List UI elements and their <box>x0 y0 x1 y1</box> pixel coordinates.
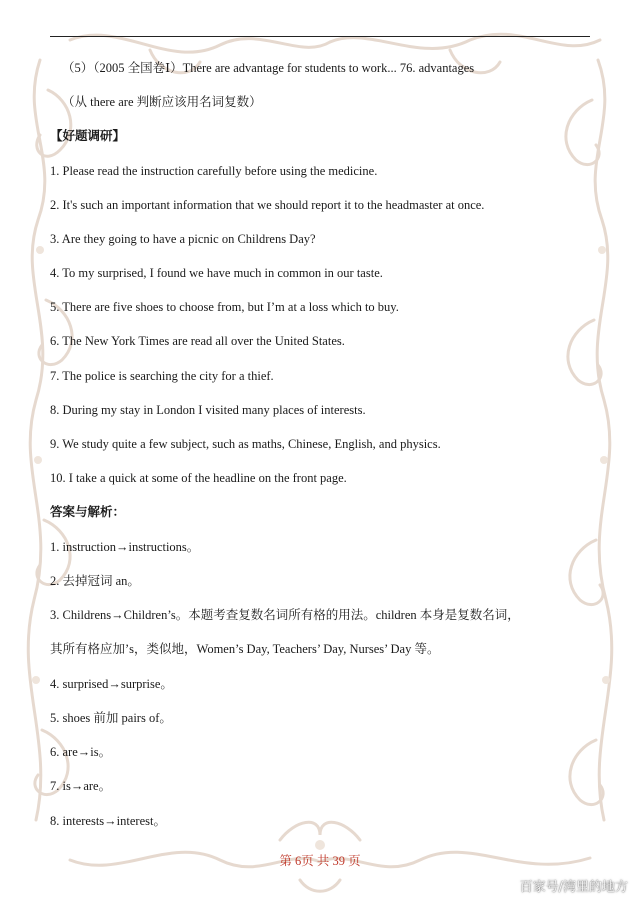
question-item: 1. Please read the instruction carefully before using the medicine. <box>50 164 378 178</box>
question-item: 4. To my surprised, I found we have much in common in our taste. <box>50 266 383 280</box>
question-item: 10. I take a quick at some of the headline on the front page. <box>50 471 347 485</box>
question-item: 5. There are five shoes to choose from, but I’m at a loss which to buy. <box>50 300 399 314</box>
page-number: 第 6页 共 39 页 <box>279 854 361 868</box>
answers-title: 答案与解析： <box>50 504 126 519</box>
header-rule <box>50 36 590 37</box>
question-item: 9. We study quite a few subject, such as maths, Chinese, English, and physics. <box>50 437 441 451</box>
watermark-text: 百家号/湾里的地方 <box>519 880 628 895</box>
answer-item: 4. surprised→surprise。 <box>50 677 173 691</box>
answer-item: 其所有格应加’s，类似地，Women’s Day, Teachers’ Day, Nurses’ Day 等。 <box>50 642 440 656</box>
section-title: 【好题调研】 <box>50 128 126 143</box>
answer-item: 6. are→is。 <box>50 745 112 759</box>
answer-item: 8. interests→interest。 <box>50 814 166 828</box>
answer-item: 2. 去掉冠词 an。 <box>50 574 140 588</box>
header-line-2: （从 there are 判断应该用名词复数） <box>62 95 262 109</box>
answer-item: 3. Childrens→Children’s。本题考查复数名词所有格的用法。children 本身是复数名词， <box>50 608 520 622</box>
answer-item: 7. is→are。 <box>50 779 112 793</box>
answer-item: 1. instruction→instructions。 <box>50 540 200 554</box>
question-item: 8. During my stay in London I visited many places of interests. <box>50 403 366 417</box>
question-item: 7. The police is searching the city for a thief. <box>50 369 274 383</box>
question-item: 3. Are they going to have a picnic on Childrens Day? <box>50 232 316 246</box>
question-item: 2. It's such an important information that we should report it to the headmaster at once. <box>50 198 485 212</box>
answer-item: 5. shoes 前加 pairs of。 <box>50 711 172 725</box>
question-item: 6. The New York Times are read all over the United States. <box>50 334 345 348</box>
header-line-1: （5）（2005 全国卷Ⅰ）There are advantage for students to work... 76. advantages <box>62 61 475 75</box>
